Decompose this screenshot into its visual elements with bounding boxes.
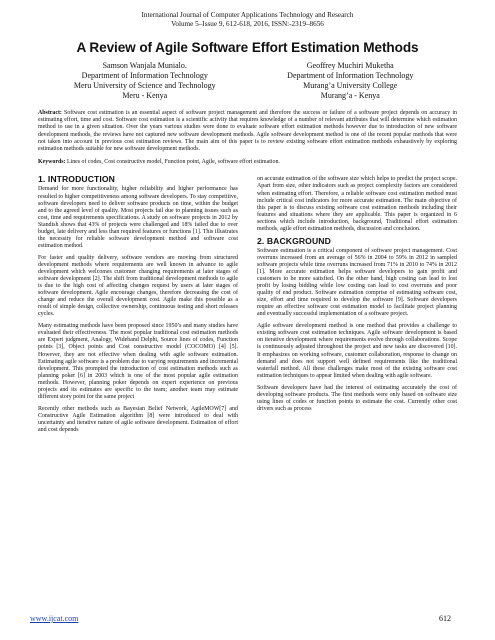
paper-title: A Review of Agile Software Effort Estimation Methods	[76, 40, 419, 55]
author-location: Murang’a - Kenya	[320, 91, 380, 100]
body-columns	[38, 176, 457, 439]
right-column	[257, 176, 457, 439]
author-2	[248, 61, 454, 101]
paragraph: Recently other methods such as Bayesian Belief Network, AgileMOW[7] and Constructive Agile Estimation algorithm [8] were introduced to deal with uncertainty and iterative nature of agile software development. Estimation of effort and cost depends	[38, 405, 238, 433]
left-column	[38, 176, 238, 439]
author-name: Samson Wanjala Munialo.	[102, 61, 187, 70]
page-number: 612	[439, 614, 451, 623]
author-department: Department of Information Technology	[81, 71, 208, 80]
paragraph: For faster and quality delivery, software vendors are moving from structured development methods where requirements are well known in advance to agile development which welcomes customer changing requirements at later stages of software development [2]. The shift from traditional development methods to agile is due to the high cost of affecting changes request by users at later stages of software development. Agile encourage changes, therefore decreasing the cost of change and reduce the overall development cost. Agile make this possible as a result of simple design, collective ownership, continuous testing and short releases cycles.	[38, 254, 238, 318]
author-1	[42, 61, 248, 101]
journal-name: International Journal of Computer Applications Technology and Research	[141, 11, 354, 19]
journal-header	[38, 11, 457, 29]
keywords	[38, 159, 457, 166]
abstract-label: Abstract:	[38, 110, 62, 116]
paragraph: Many estimating methods have been proposed since 1950’s and many studies have evaluated their effectiveness. The most popular traditional cost estimation methods are Expert judgment, Analogy, Wideband Delphi, Source lines of codes, Function points [3], Object points and Cost constructive model (COCOMO) [4] [5]. However, they are not effective when dealing with agile software estimation. Estimating agile software is a problem due to varying requirements and incremental development. This prompted the introduction of cost estimation methods such as planning poker [6] in 2003 which is one of the most popular agile estimation methods. However, planning poker depends on expert experience on previous projects and its estimates are specific to the team; another team may estimate different story point for the same project	[38, 323, 238, 400]
abstract-text: Software cost estimation is an essential aspect of software project management and therefore the success or failure of a software project depends on accuracy in estimating effort, time and cost. Software cost estimation is a scientific activity that requires knowledge of a number of relevant attributes that will determine which estimation method to use in a given situation. Over the years various studies were done to evaluate software effort estimation methods however due to introduction of new software development methods, the reviews have not captured new software development methods. Agile software development method is one of the recent popular methods that were not taken into account in previous cost estimation reviews. The main aim of this paper is to review existing software effort estimation methods exhaustively by exploring estimation methods suitable for new software development methods.	[38, 110, 457, 153]
author-name: Geoffrey Muchiri Muketha	[306, 61, 394, 70]
keywords-label: Keywords:	[38, 159, 66, 166]
author-location: Meru - Kenya	[122, 91, 168, 100]
paragraph: Software estimation is a critical component of software project management. Cost overruns increased from an average of 56% in 2004 to 59% in 2012 in sampled software projects while time overruns increased from 71% in 2010 to 74% in 2012 [1]. More accurate estimation helps software developers to gain profit and customers to be more satisfied. On the other hand, high costing can lead to lost profit by losing bidding while low costing can lead to cost overruns and poor quality of end product. Software estimation comprise of estimating software cost, size, effort and time required to develop the software [9]. Software developers require an effective software cost estimation model to facilitate project planning and eventually successful implementation of a software project.	[257, 247, 457, 318]
section-heading-background: 2. BACKGROUND	[257, 235, 331, 246]
keywords-text: Lines of codes, Cost constructive model, Function point, Agile, software effort estimation.	[65, 159, 280, 166]
author-organization: Murang’a University College	[303, 81, 398, 90]
paragraph: on accurate estimation of the software size which helps to predict the project scope. Apart from size, other indicators such as project complexity factors are considered when estimating effort. Therefore, a reliable software cost estimation method must include critical cost indicators for more accurate estimation. The main objective of this paper is to discuss existing software cost estimation methods including their features and situations where they are applicable. This paper is organized in 6 sections which include introduction, background, Traditional effort estimation methods, agile effort estimation methods, discussion and conclusion.	[257, 176, 457, 232]
page-footer	[30, 614, 451, 623]
abstract	[38, 110, 457, 153]
journal-volume: Volume 5–Issue 9, 612-618, 2016, ISSN:-2319–8656	[171, 20, 324, 28]
section-heading-introduction: 1. INTRODUCTION	[38, 174, 115, 185]
author-organization: Meru University of Science and Technology	[73, 81, 216, 90]
journal-url-link[interactable]: www.ijcat.com	[30, 614, 79, 623]
paragraph: Software developers have had the interest of estimating accurately the cost of developing software products. The first methods were only based on software size using lines of codes or function points to estimate the cost. Currently other cost drivers such as process	[257, 384, 457, 412]
paragraph: Demand for more functionality, higher reliability and higher performance has resulted to higher competitiveness among software developers. To stay competitive, software developers need to deliver software products on time, within the budget and to the agreed level of quality. Most projects fail due to planning issues such as cost, time and requirements specifications. A study on software projects in 2012 by Standish shows that 43% of projects were challenged and 18% failed due to over budget, late delivery and less than required features or functions [1]. This illustrates the necessity for reliable software development method and software cost estimation method.	[38, 186, 238, 249]
author-department: Department of Information Technology	[287, 71, 414, 80]
author-block	[38, 61, 457, 101]
paragraph: Agile software development method is one method that provides a challenge to existing software cost estimation techniques. Agile software development is based on iterative development where requirements evolve through collaborations. Scope is continuously adjusted throughout the project and new tasks are discovered [10]. It emphasizes on working software, customer collaboration, response to change on demand and does not support well defined requirements like the traditional waterfall method. All these challenges make most of the existing software cost estimation techniques to appear limited when dealing with agile software.	[257, 323, 457, 379]
